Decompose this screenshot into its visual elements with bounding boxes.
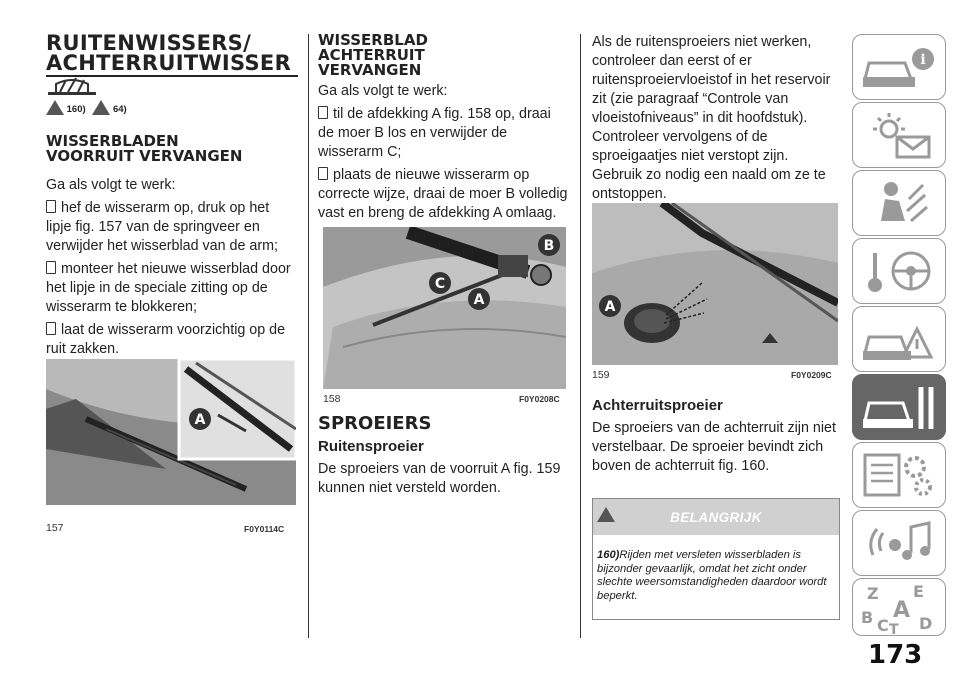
column-divider [308, 34, 309, 638]
tab-warning-lights[interactable] [852, 102, 946, 168]
bullet-item: til de afdekking A fig. 158 op, draai de moer B los en verwijder de wisserarm C; [318, 106, 551, 160]
car-info-icon [853, 35, 945, 99]
bullet-icon [46, 261, 56, 274]
windscreen-sprayer-title: Ruitensproeier [318, 438, 424, 455]
figure-157-label-a: A [194, 412, 206, 428]
index-icon [853, 579, 945, 635]
bullet-icon [46, 322, 56, 335]
sprayers-section [318, 414, 568, 498]
svg-text:i: i [920, 52, 926, 68]
sprayers-title: SPROEIERS [318, 413, 432, 434]
figure-158-label-b: B [543, 238, 555, 254]
figure-159-label-a: A [604, 299, 616, 315]
windscreen-sprayer-text: De sproeiers van de voorruit A fig. 159 kunnen niet versteld worden. [318, 461, 561, 496]
intro-text: Ga als volgt te werk: [46, 177, 176, 193]
figure-158-label-c: C [434, 276, 446, 292]
multimedia-icon [853, 511, 945, 575]
subsection-title-line2: VOORRUIT VERVANGEN [46, 147, 243, 165]
figure-159 [592, 203, 838, 365]
starting-driving-icon [853, 239, 945, 303]
svg-text:C: C [877, 616, 889, 635]
svg-text:T: T [889, 622, 899, 635]
bullet-icon [46, 200, 56, 213]
bullet-item: plaats de nieuwe wisserarm op correcte wijze, draai de moer B volledig vast en breng de afdekking A omlaag. [318, 167, 568, 221]
figure-159-number: 159 [592, 369, 610, 381]
technical-data-icon [853, 443, 945, 507]
note-ref: 160) [597, 549, 620, 561]
car-wiper-icon [46, 74, 98, 101]
figure-158-label-a: A [473, 292, 485, 308]
bullet-item: monteer het nieuwe wisserblad door het lipje in de speciale zitting op de wisserarm te blokkeren; [46, 261, 291, 315]
tab-maintenance[interactable] [852, 374, 946, 440]
svg-text:B: B [861, 608, 874, 627]
section-title-line2: ACHTERRUITWISSER [46, 51, 292, 75]
subsection-title-line1: WISSERBLADEN [46, 132, 179, 150]
page-number: 173 [868, 640, 923, 670]
bullet-icon [318, 167, 328, 180]
bullet-icon [318, 106, 328, 119]
figure-158-number: 158 [323, 393, 341, 405]
bullet-item: laat de wisserarm voorzichtig op de ruit zakken. [46, 322, 286, 357]
svg-text:A: A [893, 598, 911, 623]
section-title-line2: ACHTERRUIT [318, 46, 425, 64]
rear-sprayer-text: De sproeiers van de achterruit zijn niet verstelbaar. De sproeier bevindt zich boven de achterruit fig. 160. [592, 420, 836, 474]
maintenance-icon [853, 375, 945, 439]
section-title-line1: RUITENWISSERS/ [46, 31, 252, 55]
tab-starting-driving[interactable] [852, 238, 946, 304]
rear-sprayer-section [592, 396, 840, 476]
warning-triangle-icon [46, 100, 64, 115]
figure-157-number: 157 [46, 522, 64, 534]
figure-158 [323, 227, 566, 389]
tab-emergency[interactable] [852, 306, 946, 372]
warning-triangle-icon [92, 100, 110, 115]
ref-64: 64) [112, 104, 127, 115]
important-note-box [592, 498, 840, 620]
note-title: BELANGRIJK [670, 510, 762, 525]
section-title-line1: WISSERBLAD [318, 31, 428, 49]
svg-text:Z: Z [867, 584, 879, 603]
svg-text:D: D [919, 614, 933, 633]
tab-car-info[interactable] [852, 34, 946, 100]
intro-text: Ga als volgt te werk: [318, 83, 448, 99]
sprayer-check-text: Als de ruitensproeiers niet werken, controleer dan eerst of er ruitensproeiervloeistof in het reservoir zit (zie paragraaf “Controle van vloeistofniveaus” in dit hoofdstuk). Controleer vervolgens of de sproeigaatjes niet verstopt zijn. Gebruik zo nodig een naald om ze te ontstoppen. [592, 34, 831, 202]
note-header [593, 499, 839, 535]
bullet-item: hef de wisserarm op, druk op het lipje fig. 157 van de springveer en verwijder het wisserblad van de arm; [46, 200, 279, 254]
figure-159-code: F0Y0209C [791, 370, 832, 380]
tab-safety[interactable] [852, 170, 946, 236]
safety-icon [853, 171, 945, 235]
figure-158-code: F0Y0208C [519, 394, 560, 404]
note-text [597, 549, 833, 603]
svg-text:E: E [913, 582, 924, 601]
tab-index[interactable] [852, 578, 946, 636]
tab-multimedia[interactable] [852, 510, 946, 576]
section-title-line3: VERVANGEN [318, 61, 422, 79]
column-divider [580, 34, 581, 638]
note-body: Rijden met versleten wisserbladen is bijzonder gevaarlijk, omdat het zicht onder slechte weersomstandigheden daardoor wordt beperkt. [597, 549, 827, 602]
rear-sprayer-title: Achterruitsproeier [592, 397, 723, 414]
figure-157 [46, 359, 296, 505]
warning-lights-icon [853, 103, 945, 167]
emergency-icon [853, 307, 945, 371]
tab-technical-data[interactable] [852, 442, 946, 508]
ref-160: 160) [66, 104, 86, 115]
figure-157-code: F0Y0114C [244, 524, 285, 534]
